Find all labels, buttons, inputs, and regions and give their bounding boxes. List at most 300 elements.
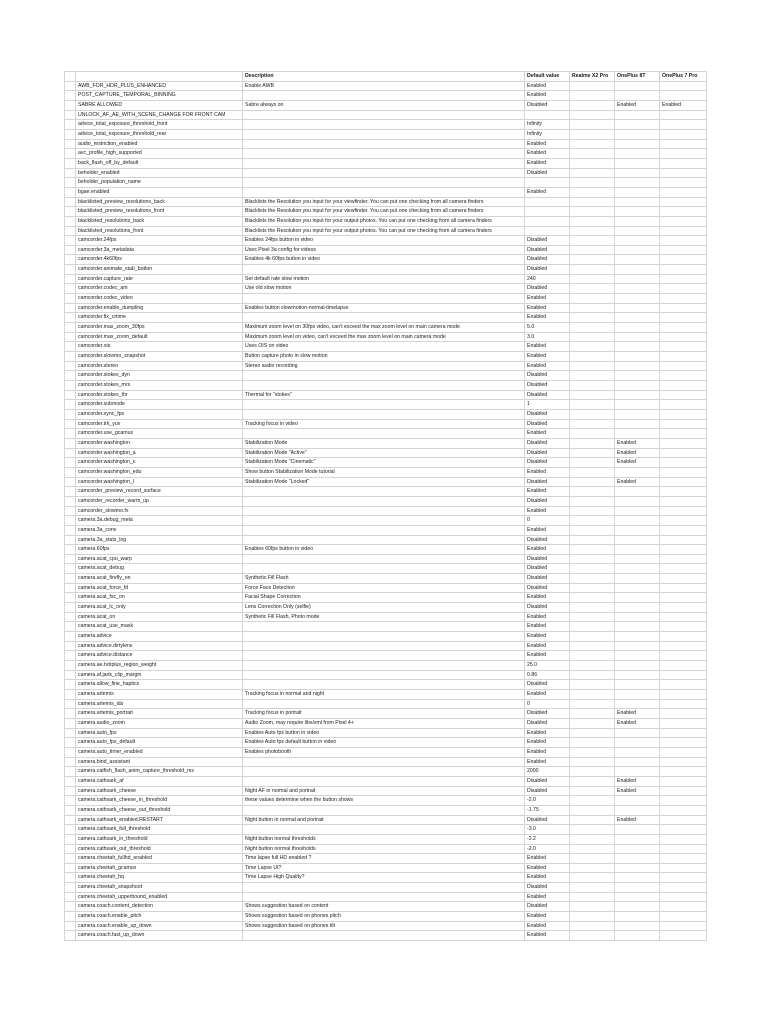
row-number-cell[interactable] [65,81,76,91]
default-value-cell[interactable]: Disabled [525,554,570,564]
realme-x2-pro-cell[interactable] [570,776,615,786]
description-cell[interactable] [243,525,525,535]
oneplus-7-pro-cell[interactable] [660,458,707,468]
row-number-cell[interactable] [65,593,76,603]
default-value-cell[interactable]: Enabled [525,352,570,362]
default-value-cell[interactable]: Disabled [525,776,570,786]
realme-x2-pro-cell[interactable] [570,110,615,120]
row-number-cell[interactable] [65,429,76,439]
default-value-cell[interactable]: Disabled [525,371,570,381]
oneplus-8t-cell[interactable] [615,216,660,226]
flag-name-cell[interactable]: POST_CAPTURE_TEMPORAL_BINNING [76,91,243,101]
realme-x2-pro-cell[interactable] [570,332,615,342]
realme-x2-pro-cell[interactable] [570,120,615,130]
row-number-cell[interactable] [65,834,76,844]
default-value-cell[interactable]: Enabled [525,612,570,622]
row-number-cell[interactable] [65,419,76,429]
default-value-cell[interactable]: Enabled [525,429,570,439]
oneplus-7-pro-cell[interactable] [660,535,707,545]
description-cell[interactable] [243,632,525,642]
row-number-cell[interactable] [65,651,76,661]
description-cell[interactable] [243,313,525,323]
row-number-cell[interactable] [65,265,76,275]
realme-x2-pro-cell[interactable] [570,699,615,709]
flag-name-cell[interactable]: camera.acat_firefly_on [76,574,243,584]
oneplus-7-pro-cell[interactable] [660,390,707,400]
row-number-cell[interactable] [65,931,76,941]
oneplus-7-pro-cell[interactable] [660,187,707,197]
realme-x2-pro-cell[interactable] [570,728,615,738]
flag-name-cell[interactable]: UNLOCK_AF_AE_WITH_SCENE_CHANGE FOR FRONT CAM [76,110,243,120]
oneplus-7-pro-cell[interactable] [660,767,707,777]
realme-x2-pro-cell[interactable] [570,506,615,516]
description-cell[interactable] [243,91,525,101]
default-value-cell[interactable]: Disabled [525,390,570,400]
default-value-cell[interactable]: Enabled [525,545,570,555]
realme-x2-pro-cell[interactable] [570,690,615,700]
flag-name-cell[interactable]: camera.cathsark_in_threshold [76,834,243,844]
oneplus-8t-cell[interactable] [615,506,660,516]
oneplus-8t-cell[interactable]: Enabled [615,477,660,487]
realme-x2-pro-cell[interactable] [570,873,615,883]
oneplus-8t-cell[interactable] [615,651,660,661]
default-value-cell[interactable] [525,197,570,207]
oneplus-8t-cell[interactable] [615,91,660,101]
row-number-cell[interactable] [65,564,76,574]
row-number-cell[interactable] [65,381,76,391]
row-number-cell[interactable] [65,100,76,110]
row-number-cell[interactable] [65,699,76,709]
oneplus-8t-cell[interactable] [615,612,660,622]
oneplus-7-pro-cell[interactable] [660,216,707,226]
oneplus-8t-cell[interactable] [615,632,660,642]
row-number-cell[interactable] [65,158,76,168]
row-number-cell[interactable] [65,400,76,410]
row-number-cell[interactable] [65,361,76,371]
flag-name-cell[interactable]: camera.acat_cpu_warp [76,554,243,564]
description-cell[interactable] [243,429,525,439]
default-value-cell[interactable]: Disabled [525,564,570,574]
default-value-cell[interactable]: Enabled [525,931,570,941]
oneplus-7-pro-cell[interactable] [660,747,707,757]
oneplus-7-pro-cell[interactable] [660,912,707,922]
oneplus-8t-cell[interactable] [615,303,660,313]
flag-name-cell[interactable]: advice_total_exposure_threshold_front [76,120,243,130]
description-cell[interactable] [243,883,525,893]
description-cell[interactable]: Night button normal thresholds [243,844,525,854]
default-value-cell[interactable]: -3.0 [525,825,570,835]
flag-name-cell[interactable]: camcorder.3a_metadata [76,245,243,255]
default-value-cell[interactable]: Enabled [525,632,570,642]
flag-name-cell[interactable]: beholder_enabled [76,168,243,178]
oneplus-7-pro-cell[interactable] [660,834,707,844]
flag-name-cell[interactable]: camera.cheetah_snapshoot [76,883,243,893]
description-cell[interactable]: Night button normal thresholds [243,834,525,844]
oneplus-8t-cell[interactable] [615,487,660,497]
description-cell[interactable] [243,381,525,391]
description-cell[interactable] [243,554,525,564]
description-cell[interactable]: Night AF in normal and portrait [243,786,525,796]
description-cell[interactable]: Force Face Detection [243,583,525,593]
description-cell[interactable] [243,661,525,671]
oneplus-7-pro-cell[interactable] [660,574,707,584]
default-value-cell[interactable]: Disabled [525,265,570,275]
flag-name-cell[interactable]: camera.coach.enable_pitch [76,912,243,922]
default-value-cell[interactable] [525,110,570,120]
realme-x2-pro-cell[interactable] [570,323,615,333]
description-cell[interactable]: Stabilization Mode "Cinematic" [243,458,525,468]
row-number-cell[interactable] [65,757,76,767]
header-description-cell[interactable]: Description [243,72,525,82]
flag-name-cell[interactable]: camera.allow_fine_haptics [76,680,243,690]
default-value-cell[interactable]: Enabled [525,139,570,149]
oneplus-8t-cell[interactable] [615,670,660,680]
flag-name-cell[interactable]: camera.ae.hdrplus_region_weight [76,661,243,671]
oneplus-7-pro-cell[interactable] [660,207,707,217]
default-value-cell[interactable]: Enabled [525,622,570,632]
oneplus-7-pro-cell[interactable] [660,632,707,642]
row-number-cell[interactable] [65,226,76,236]
oneplus-7-pro-cell[interactable] [660,477,707,487]
realme-x2-pro-cell[interactable] [570,747,615,757]
oneplus-8t-cell[interactable] [615,699,660,709]
realme-x2-pro-cell[interactable] [570,438,615,448]
oneplus-8t-cell[interactable] [615,178,660,188]
description-cell[interactable] [243,535,525,545]
default-value-cell[interactable]: Enabled [525,303,570,313]
oneplus-7-pro-cell[interactable] [660,236,707,246]
oneplus-7-pro-cell[interactable] [660,921,707,931]
row-number-cell[interactable] [65,409,76,419]
row-number-cell[interactable] [65,149,76,159]
default-value-cell[interactable]: Enabled [525,651,570,661]
description-cell[interactable]: Blacklists the Resolution you input for your viewfinder. You can put one checking from all camera finders [243,207,525,217]
oneplus-8t-cell[interactable] [615,139,660,149]
oneplus-8t-cell[interactable] [615,197,660,207]
default-value-cell[interactable]: Enabled [525,313,570,323]
row-number-cell[interactable] [65,612,76,622]
oneplus-8t-cell[interactable] [615,371,660,381]
oneplus-7-pro-cell[interactable] [660,786,707,796]
flag-name-cell[interactable]: camcorder.washington_edu [76,467,243,477]
description-cell[interactable]: Audio Zoom, may require libs/xml from Pixel 4+ [243,718,525,728]
description-cell[interactable] [243,110,525,120]
flag-name-cell[interactable]: camcorder.stokes_dyn [76,371,243,381]
row-number-cell[interactable] [65,767,76,777]
realme-x2-pro-cell[interactable] [570,496,615,506]
realme-x2-pro-cell[interactable] [570,574,615,584]
row-number-cell[interactable] [65,883,76,893]
description-cell[interactable] [243,265,525,275]
oneplus-8t-cell[interactable] [615,120,660,130]
oneplus-7-pro-cell[interactable] [660,294,707,304]
row-number-cell[interactable] [65,603,76,613]
description-cell[interactable] [243,699,525,709]
flag-name-cell[interactable]: camera.cathsark_cheese [76,786,243,796]
description-cell[interactable]: Use old slow motion [243,284,525,294]
oneplus-8t-cell[interactable] [615,921,660,931]
realme-x2-pro-cell[interactable] [570,902,615,912]
oneplus-7-pro-cell[interactable] [660,139,707,149]
description-cell[interactable] [243,294,525,304]
oneplus-8t-cell[interactable] [615,603,660,613]
realme-x2-pro-cell[interactable] [570,91,615,101]
oneplus-8t-cell[interactable] [615,496,660,506]
oneplus-8t-cell[interactable]: Enabled [615,448,660,458]
realme-x2-pro-cell[interactable] [570,255,615,265]
description-cell[interactable]: Thermal for "stokes" [243,390,525,400]
row-number-cell[interactable] [65,892,76,902]
description-cell[interactable]: Enables Auto fps default button in video [243,738,525,748]
description-cell[interactable] [243,776,525,786]
description-cell[interactable] [243,120,525,130]
oneplus-8t-cell[interactable] [615,554,660,564]
default-value-cell[interactable]: Enabled [525,738,570,748]
default-value-cell[interactable] [525,216,570,226]
flag-name-cell[interactable]: camera.artemis_ids [76,699,243,709]
oneplus-7-pro-cell[interactable] [660,757,707,767]
row-number-cell[interactable] [65,371,76,381]
oneplus-8t-cell[interactable]: Enabled [615,776,660,786]
default-value-cell[interactable]: -2.0 [525,844,570,854]
realme-x2-pro-cell[interactable] [570,226,615,236]
oneplus-7-pro-cell[interactable] [660,255,707,265]
realme-x2-pro-cell[interactable] [570,381,615,391]
description-cell[interactable]: Stereo audio recording [243,361,525,371]
default-value-cell[interactable]: Disabled [525,883,570,893]
realme-x2-pro-cell[interactable] [570,168,615,178]
default-value-cell[interactable]: 240 [525,274,570,284]
realme-x2-pro-cell[interactable] [570,516,615,526]
description-cell[interactable] [243,506,525,516]
default-value-cell[interactable]: Disabled [525,419,570,429]
oneplus-8t-cell[interactable] [615,274,660,284]
flag-name-cell[interactable]: camcorder.max_zoom_30fps [76,323,243,333]
flag-name-cell[interactable]: camera.coach.content_detection [76,902,243,912]
oneplus-7-pro-cell[interactable] [660,409,707,419]
description-cell[interactable]: Night button in normal and portrait [243,815,525,825]
oneplus-7-pro-cell[interactable] [660,873,707,883]
row-number-cell[interactable] [65,815,76,825]
row-number-cell[interactable] [65,574,76,584]
realme-x2-pro-cell[interactable] [570,371,615,381]
row-number-cell[interactable] [65,216,76,226]
description-cell[interactable] [243,680,525,690]
oneplus-7-pro-cell[interactable] [660,680,707,690]
flag-name-cell[interactable]: SABRE ALLOWED [76,100,243,110]
flag-name-cell[interactable]: camera.cheetah_fullhd_enabled [76,854,243,864]
oneplus-8t-cell[interactable] [615,757,660,767]
row-number-cell[interactable] [65,728,76,738]
default-value-cell[interactable]: Disabled [525,709,570,719]
realme-x2-pro-cell[interactable] [570,158,615,168]
oneplus-7-pro-cell[interactable] [660,284,707,294]
default-value-cell[interactable]: Disabled [525,680,570,690]
description-cell[interactable] [243,409,525,419]
row-number-cell[interactable] [65,496,76,506]
default-value-cell[interactable]: Disabled [525,458,570,468]
row-number-cell[interactable] [65,284,76,294]
oneplus-8t-cell[interactable]: Enabled [615,718,660,728]
default-value-cell[interactable] [525,178,570,188]
row-number-cell[interactable] [65,197,76,207]
default-value-cell[interactable]: Enabled [525,757,570,767]
oneplus-8t-cell[interactable] [615,641,660,651]
oneplus-8t-cell[interactable] [615,622,660,632]
oneplus-7-pro-cell[interactable] [660,554,707,564]
default-value-cell[interactable]: -1.75 [525,805,570,815]
oneplus-7-pro-cell[interactable] [660,81,707,91]
oneplus-8t-cell[interactable] [615,535,660,545]
oneplus-8t-cell[interactable] [615,690,660,700]
flag-name-cell[interactable]: camera.3a_stats_log [76,535,243,545]
realme-x2-pro-cell[interactable] [570,236,615,246]
row-number-cell[interactable] [65,91,76,101]
flag-name-cell[interactable]: camera.auto_fps [76,728,243,738]
flag-name-cell[interactable]: camera.3a_conv [76,525,243,535]
default-value-cell[interactable]: Disabled [525,284,570,294]
flag-name-cell[interactable]: camcorder.submode [76,400,243,410]
realme-x2-pro-cell[interactable] [570,216,615,226]
realme-x2-pro-cell[interactable] [570,612,615,622]
oneplus-7-pro-cell[interactable] [660,178,707,188]
realme-x2-pro-cell[interactable] [570,545,615,555]
oneplus-7-pro-cell[interactable] [660,371,707,381]
flag-name-cell[interactable]: camera.acat_on [76,612,243,622]
oneplus-8t-cell[interactable] [615,564,660,574]
description-cell[interactable] [243,139,525,149]
row-number-cell[interactable] [65,467,76,477]
oneplus-7-pro-cell[interactable] [660,438,707,448]
oneplus-8t-cell[interactable] [615,255,660,265]
default-value-cell[interactable]: 1 [525,400,570,410]
description-cell[interactable]: Sabre always on [243,100,525,110]
flag-name-cell[interactable]: back_flash_off_by_default [76,158,243,168]
oneplus-7-pro-cell[interactable] [660,245,707,255]
header-realme-x2-pro-cell[interactable]: Realme X2 Pro [570,72,615,82]
realme-x2-pro-cell[interactable] [570,535,615,545]
flag-name-cell[interactable]: camcorder.stokes_mrs [76,381,243,391]
default-value-cell[interactable]: -2.2 [525,834,570,844]
realme-x2-pro-cell[interactable] [570,921,615,931]
description-cell[interactable]: Uses Pixel 3a config for videos [243,245,525,255]
realme-x2-pro-cell[interactable] [570,294,615,304]
oneplus-8t-cell[interactable] [615,400,660,410]
row-number-cell[interactable] [65,332,76,342]
default-value-cell[interactable]: 3.0 [525,332,570,342]
oneplus-8t-cell[interactable] [615,863,660,873]
default-value-cell[interactable]: 25.0 [525,661,570,671]
oneplus-8t-cell[interactable] [615,467,660,477]
row-number-cell[interactable] [65,690,76,700]
flag-name-cell[interactable]: camcorder.stokes_thr [76,390,243,400]
oneplus-8t-cell[interactable] [615,226,660,236]
description-cell[interactable] [243,892,525,902]
oneplus-7-pro-cell[interactable] [660,226,707,236]
realme-x2-pro-cell[interactable] [570,834,615,844]
flag-name-cell[interactable]: camera.artemis_portrait [76,709,243,719]
header-flag-cell[interactable] [76,72,243,82]
default-value-cell[interactable]: Disabled [525,409,570,419]
oneplus-7-pro-cell[interactable] [660,467,707,477]
oneplus-8t-cell[interactable] [615,429,660,439]
oneplus-7-pro-cell[interactable] [660,168,707,178]
oneplus-8t-cell[interactable] [615,332,660,342]
flag-name-cell[interactable]: camera.auto_timer_enabled [76,747,243,757]
oneplus-8t-cell[interactable] [615,342,660,352]
oneplus-8t-cell[interactable] [615,265,660,275]
realme-x2-pro-cell[interactable] [570,603,615,613]
oneplus-8t-cell[interactable] [615,873,660,883]
default-value-cell[interactable]: 0 [525,516,570,526]
default-value-cell[interactable]: Enabled [525,641,570,651]
description-cell[interactable]: Shows suggestion based on phones tilt [243,921,525,931]
description-cell[interactable] [243,564,525,574]
row-number-cell[interactable] [65,844,76,854]
row-number-cell[interactable] [65,313,76,323]
oneplus-7-pro-cell[interactable] [660,487,707,497]
realme-x2-pro-cell[interactable] [570,313,615,323]
row-number-cell[interactable] [65,72,76,82]
flag-name-cell[interactable]: camera.artemis [76,690,243,700]
oneplus-8t-cell[interactable] [615,892,660,902]
row-number-cell[interactable] [65,545,76,555]
oneplus-8t-cell[interactable] [615,110,660,120]
description-cell[interactable]: these values determine when the button shows [243,796,525,806]
row-number-cell[interactable] [65,303,76,313]
row-number-cell[interactable] [65,255,76,265]
default-value-cell[interactable]: Enabled [525,525,570,535]
realme-x2-pro-cell[interactable] [570,303,615,313]
flag-name-cell[interactable]: camcorder.animate_stab_button [76,265,243,275]
description-cell[interactable] [243,805,525,815]
default-value-cell[interactable]: Enabled [525,342,570,352]
oneplus-7-pro-cell[interactable] [660,265,707,275]
description-cell[interactable] [243,767,525,777]
row-number-cell[interactable] [65,168,76,178]
row-number-cell[interactable] [65,718,76,728]
oneplus-8t-cell[interactable] [615,883,660,893]
flag-name-cell[interactable]: blacklisted_resolutions_front [76,226,243,236]
row-number-cell[interactable] [65,477,76,487]
oneplus-7-pro-cell[interactable] [660,863,707,873]
flag-name-cell[interactable]: camcorder_recorder_warm_up [76,496,243,506]
oneplus-8t-cell[interactable] [615,361,660,371]
flag-name-cell[interactable]: camera.catfish_flash_anim_capture_threshold_ms [76,767,243,777]
default-value-cell[interactable]: Disabled [525,815,570,825]
realme-x2-pro-cell[interactable] [570,564,615,574]
row-number-cell[interactable] [65,776,76,786]
realme-x2-pro-cell[interactable] [570,641,615,651]
realme-x2-pro-cell[interactable] [570,409,615,419]
default-value-cell[interactable]: Enabled [525,747,570,757]
default-value-cell[interactable]: 2000 [525,767,570,777]
default-value-cell[interactable]: Enabled [525,912,570,922]
oneplus-8t-cell[interactable] [615,728,660,738]
description-cell[interactable]: Blacklists the Resolution you input for your output photos. You can put one checking from all camera finders [243,226,525,236]
oneplus-7-pro-cell[interactable] [660,612,707,622]
row-number-cell[interactable] [65,178,76,188]
flag-name-cell[interactable]: camera.acat_force_fd [76,583,243,593]
default-value-cell[interactable]: Disabled [525,902,570,912]
default-value-cell[interactable]: Enabled [525,81,570,91]
oneplus-7-pro-cell[interactable] [660,564,707,574]
row-number-cell[interactable] [65,187,76,197]
default-value-cell[interactable]: Disabled [525,100,570,110]
description-cell[interactable] [243,651,525,661]
realme-x2-pro-cell[interactable] [570,786,615,796]
oneplus-8t-cell[interactable] [615,834,660,844]
